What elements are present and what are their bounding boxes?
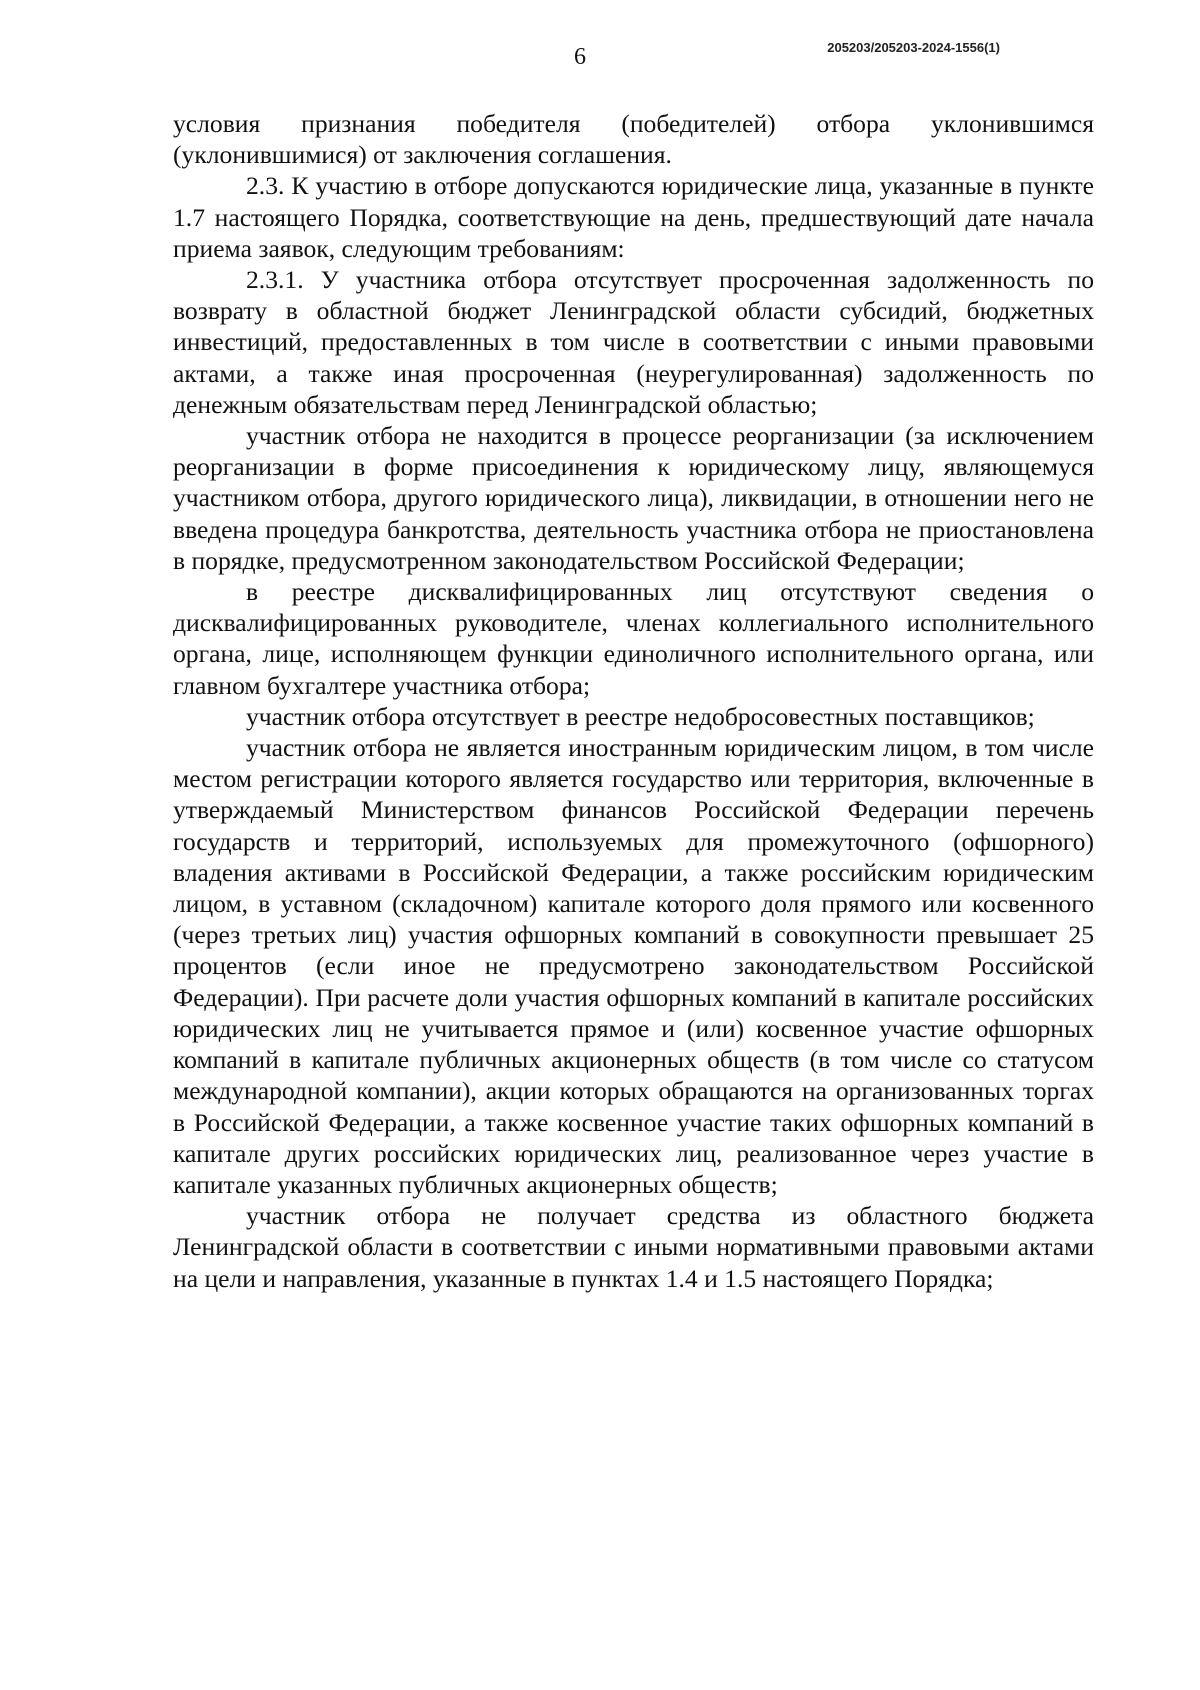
paragraph: 2.3. К участию в отборе допускаются юридические лица, указанные в пункте 1.7 настоящего Порядка, соответствующие на день, предшествующий дате начала приема заявок, следующим требованиям: [173, 171, 1094, 263]
paragraph: участник отбора отсутствует в реестре недобросовестных поставщиков; [246, 701, 1035, 731]
paragraph: участник отбора не находится в процессе реорганизации (за исключением реорганизации в форме присоединения к юридическому лицу, являющемуся участником отбора, другого юридического лица), ликвидации, в отношении него не введена процедура банкротства, деятельность участника отбора не приостановлена в порядке, предусмотренном законодательством Российской Федерации; [173, 421, 1094, 575]
page-number: 6 [574, 44, 586, 70]
document-id: 205203/205203-2024-1556(1) [827, 40, 1000, 55]
document-body [173, 108, 1094, 1294]
paragraph: участник отбора не является иностранным юридическим лицом, в том числе местом регистрации которого является государство или территория, включенные в утверждаемый Министерством финансов Российской Федерации перечень государств и территорий, используемых для промежуточного (офшорного) владения активами в Российской Федерации, а также российским юридическим лицом, в уставном (складочном) капитале которого доля прямого или косвенного (через третьих лиц) участия офшорных компаний в совокупности превышает 25 процентов (если иное не предусмотрено законодательством Российской Федерации). При расчете доли участия офшорных компаний в капитале российских юридических лиц не учитывается прямое и (или) косвенное участие офшорных компаний в капитале публичных акционерных обществ (в том числе со статусом международной компании), акции которых обращаются на организованных торгах в Российской Федерации, а также косвенное участие таких офшорных компаний в капитале других российских юридических лиц, реализованное через участие в капитале указанных публичных акционерных обществ; [173, 733, 1094, 1199]
paragraph: участник отбора не получает средства из областного бюджета Ленинградской области в соответствии с иными нормативными правовыми актами на цели и направления, указанные в пунктах 1.4 и 1.5 настоящего Порядка; [173, 1201, 1094, 1293]
paragraph: в реестре дисквалифицированных лиц отсутствуют сведения о дисквалифицированных руководителе, членах коллегиального исполнительного органа, лице, исполняющем функции единоличного исполнительного органа, или главном бухгалтере участника отбора; [173, 577, 1094, 700]
paragraph: условия признания победителя (победителей) отбора уклонившимся (уклонившимися) от заключения соглашения. [173, 109, 1094, 170]
paragraph: 2.3.1. У участника отбора отсутствует просроченная задолженность по возврату в областной бюджет Ленинградской области субсидий, бюджетных инвестиций, предоставленных в том числе в соответствии с иными правовыми актами, а также иная просроченная (неурегулированная) задолженность по денежным обязательствам перед Ленинградской областью; [173, 265, 1094, 419]
